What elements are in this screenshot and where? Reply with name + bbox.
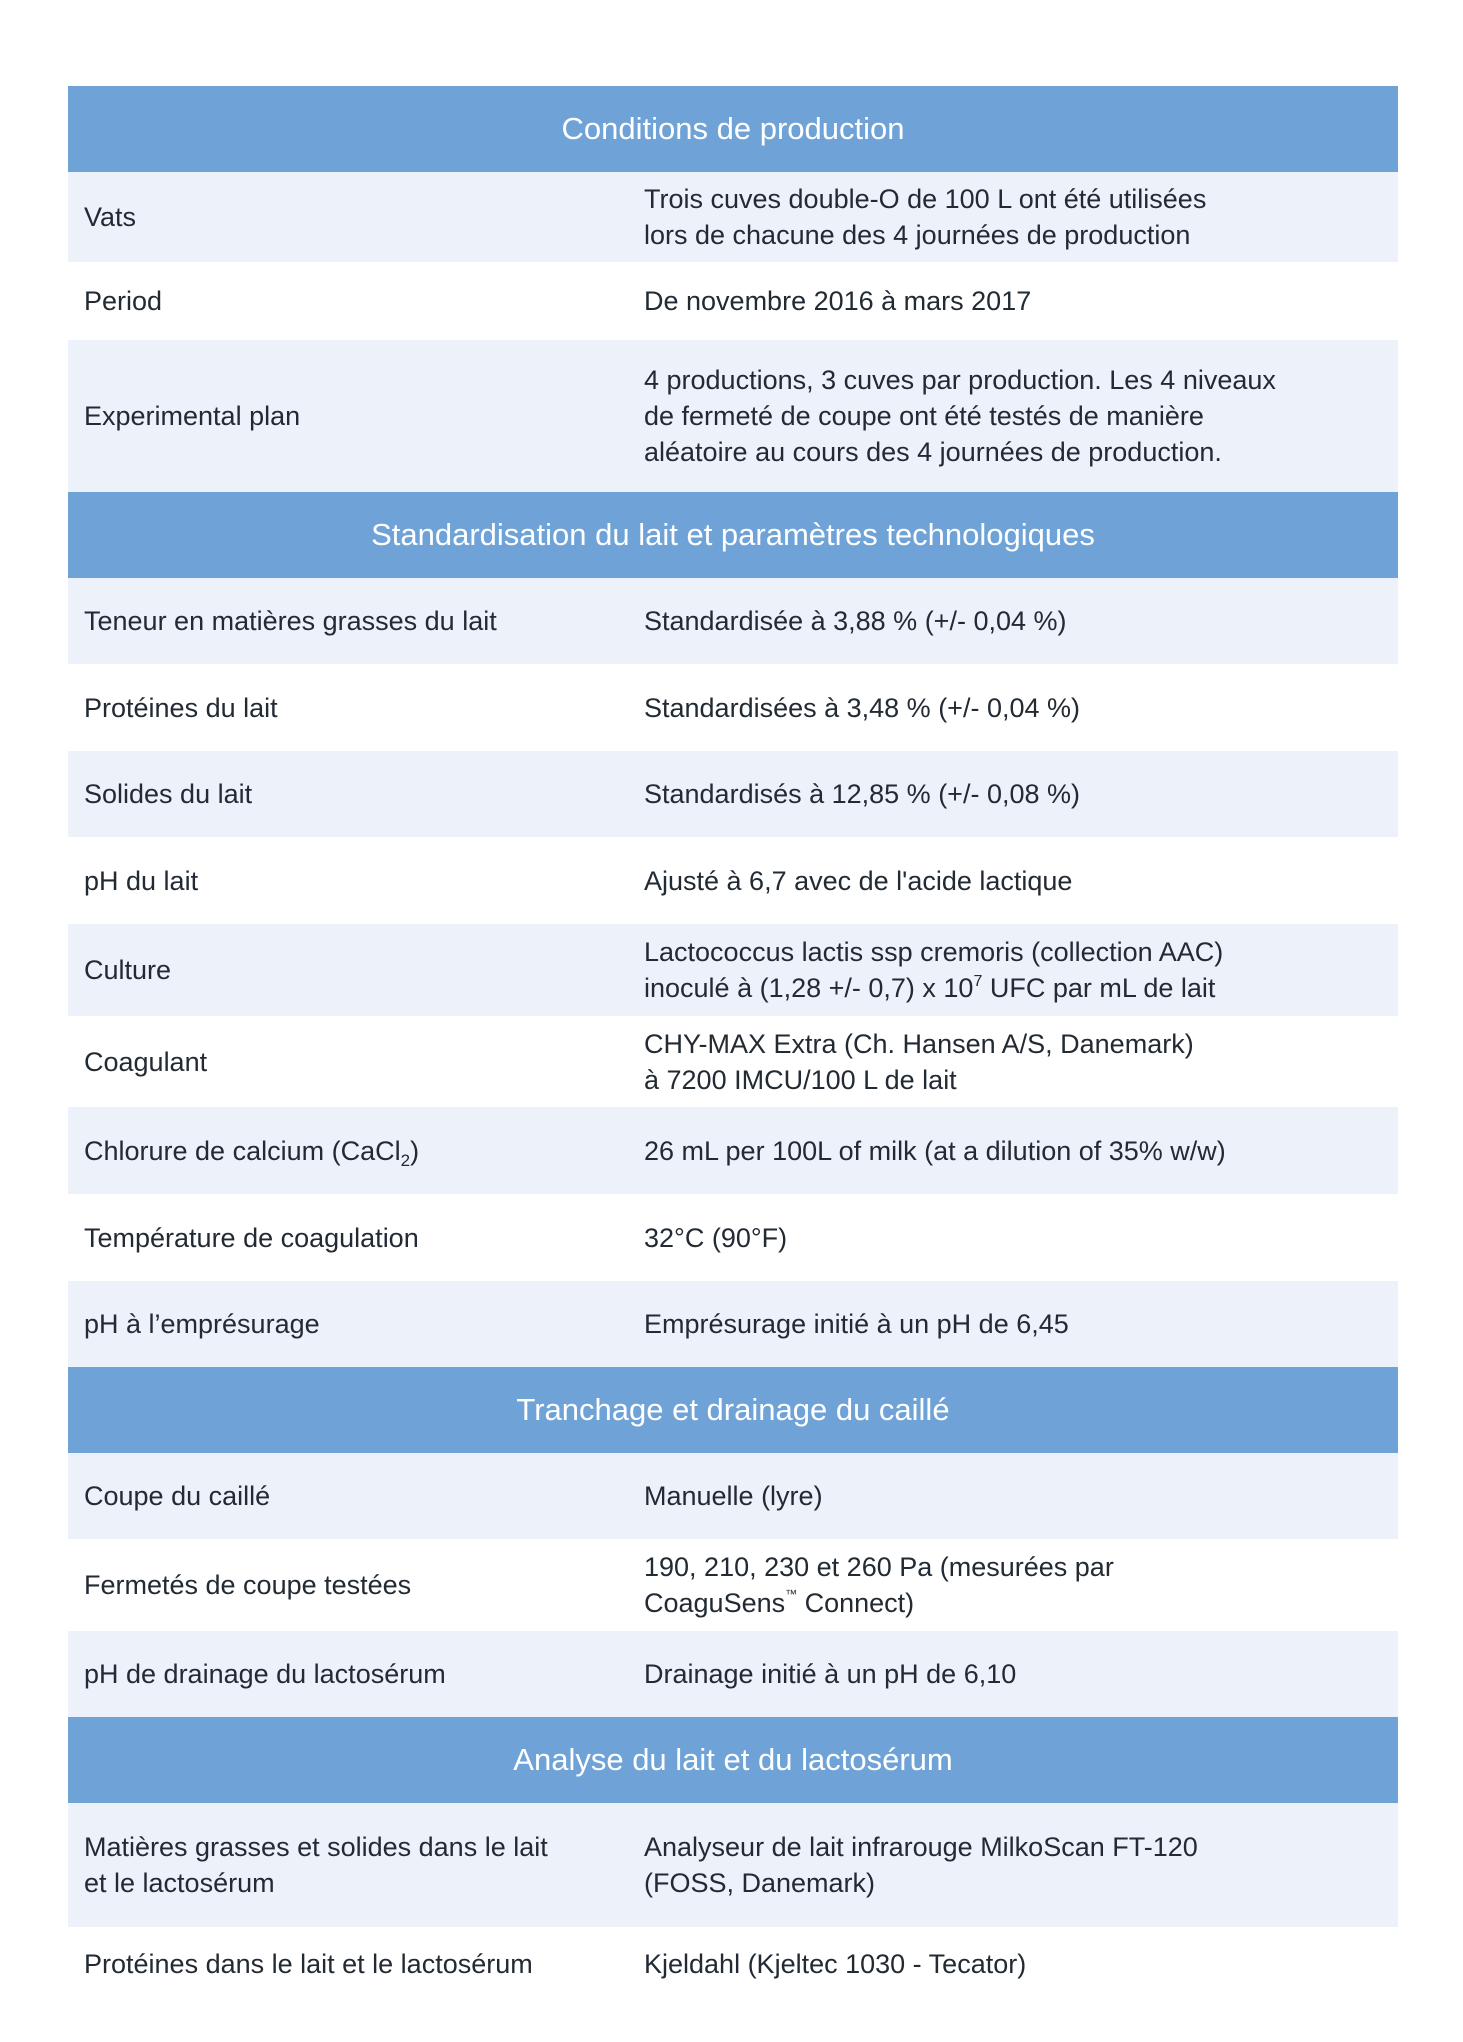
row-label: Protéines dans le lait et le lactosérum (84, 1949, 533, 1979)
row-value: Standardisée à 3,88 % (+/- 0,04 %) (644, 606, 1067, 636)
table-row (68, 751, 1398, 837)
row-value: Lactococcus lactis ssp cremoris (collection AAC) inoculé à (1,28 +/- 0,7) x $10^7$ UFC par mL de lait (644, 937, 1224, 1003)
row-label: Matières grasses et solides dans le lait et le lactosérum (84, 1832, 548, 1898)
row-value: Standardisés à 12,85 % (+/- 0,08 %) (644, 779, 1080, 809)
table-row (68, 1803, 1398, 1927)
table-row (68, 578, 1398, 664)
row-label: Teneur en matières grasses du lait (84, 606, 497, 636)
table-row (68, 1016, 1398, 1107)
row-value: 26 mL per 100L of milk (at a dilution of 35% w/w) (644, 1135, 1226, 1166)
row-value: Emprésurage initié à un pH de 6,45 (644, 1309, 1069, 1339)
table-row (68, 924, 1398, 1016)
row-label: Experimental plan (84, 401, 301, 431)
table-row (68, 1194, 1398, 1281)
row-value: Trois cuves double-O de 100 L ont été utilisées lors de chacune des 4 journées de production (644, 184, 1207, 250)
table-row (68, 837, 1398, 924)
row-value: 190, 210, 230 et 260 Pa (mesurées par CoaguSens™ Connect) (644, 1552, 1114, 1618)
spec-table (68, 86, 1398, 2001)
table-row (68, 1107, 1398, 1194)
table-row (68, 1281, 1398, 1367)
row-value: De novembre 2016 à mars 2017 (644, 286, 1032, 316)
row-value: Standardisées à 3,48 % (+/- 0,04 %) (644, 692, 1080, 723)
table-row (68, 1631, 1398, 1717)
row-label: pH à l’emprésurage (84, 1309, 320, 1339)
row-label: Coagulant (84, 1046, 208, 1077)
row-label: Vats (84, 202, 137, 232)
row-value: Analyseur de lait infrarouge MilkoScan FT-120 (FOSS, Danemark) (644, 1832, 1198, 1898)
row-label: Protéines du lait (84, 692, 278, 723)
table-row (68, 664, 1398, 751)
row-value: Manuelle (lyre) (644, 1481, 823, 1511)
table-row (68, 1539, 1398, 1631)
row-label: Culture (84, 955, 172, 985)
section-header: Analyse du lait et du lactosérum (68, 1717, 1398, 1803)
table-row (68, 1927, 1398, 2001)
row-label: Fermetés de coupe testées (84, 1570, 412, 1600)
section-header: Conditions de production (68, 86, 1398, 172)
row-label: Period (84, 286, 163, 316)
row-label: Coupe du caillé (84, 1481, 271, 1511)
row-value: 4 productions, 3 cuves par production. Les 4 niveaux de fermeté de coupe ont été testés de manière aléatoire au cours des 4 journées de production. (644, 365, 1276, 467)
row-label: pH du lait (84, 865, 199, 896)
table-row (68, 172, 1398, 262)
row-label: Solides du lait (84, 779, 253, 809)
row-value: Kjeldahl (Kjeltec 1030 - Tecator) (644, 1949, 1027, 1979)
section-header: Standardisation du lait et paramètres technologiques (68, 492, 1398, 578)
table-row (68, 340, 1398, 492)
row-value: Drainage initié à un pH de 6,10 (644, 1659, 1017, 1689)
row-value: CHY-MAX Extra (Ch. Hansen A/S, Danemark) à 7200 IMCU/100 L de lait (644, 1028, 1194, 1095)
row-label: Température de coagulation (84, 1222, 419, 1253)
row-value: Ajusté à 6,7 avec de l'acide lactique (644, 865, 1073, 896)
table-row (68, 262, 1398, 340)
row-label: Chlorure de calcium (CaCl$_2$) (84, 1135, 420, 1170)
row-label: pH de drainage du lactosérum (84, 1659, 446, 1689)
table-row (68, 1453, 1398, 1539)
row-value: 32°C (90°F) (644, 1222, 788, 1253)
section-header: Tranchage et drainage du caillé (68, 1367, 1398, 1453)
